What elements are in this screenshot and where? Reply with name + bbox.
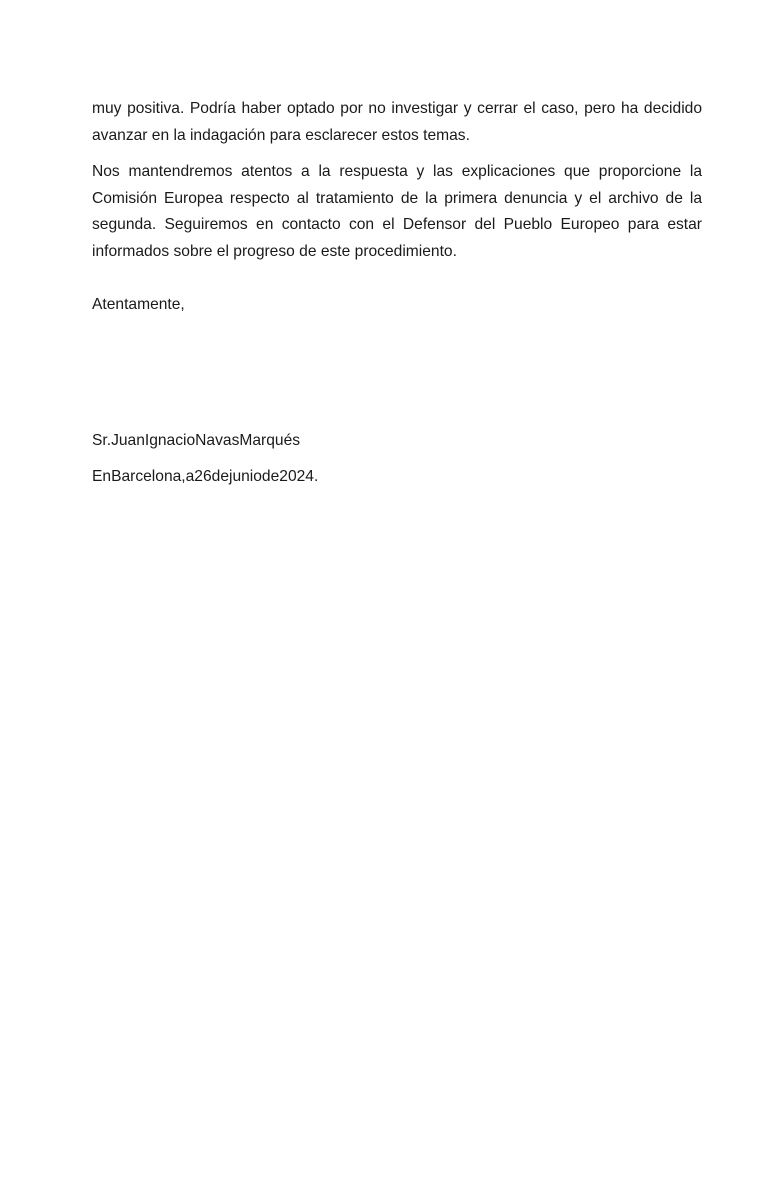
signature-name: Sr.JuanIgnacioNavasMarqués [92, 432, 301, 449]
paragraph-1: muy positiva. Podría haber optado por no investigar y cerrar el caso, pero ha decidido avanzar en la indagación para esclarecer estos temas. [92, 100, 702, 144]
closing-salutation: Atentamente, [92, 296, 185, 313]
paragraph-2: Nos mantendremos atentos a la respuesta y las explicaciones que proporcione la Comisión Europea respecto al tratamiento de la primera denuncia y el archivo de la segunda. Seguiremos en contacto con el Defensor del Pueblo Europeo para estar informados sobre el progreso de este procedimiento. [92, 163, 702, 260]
place-and-date: EnBarcelona,a26dejuniode2024. [92, 468, 319, 485]
letter-body [92, 96, 702, 265]
